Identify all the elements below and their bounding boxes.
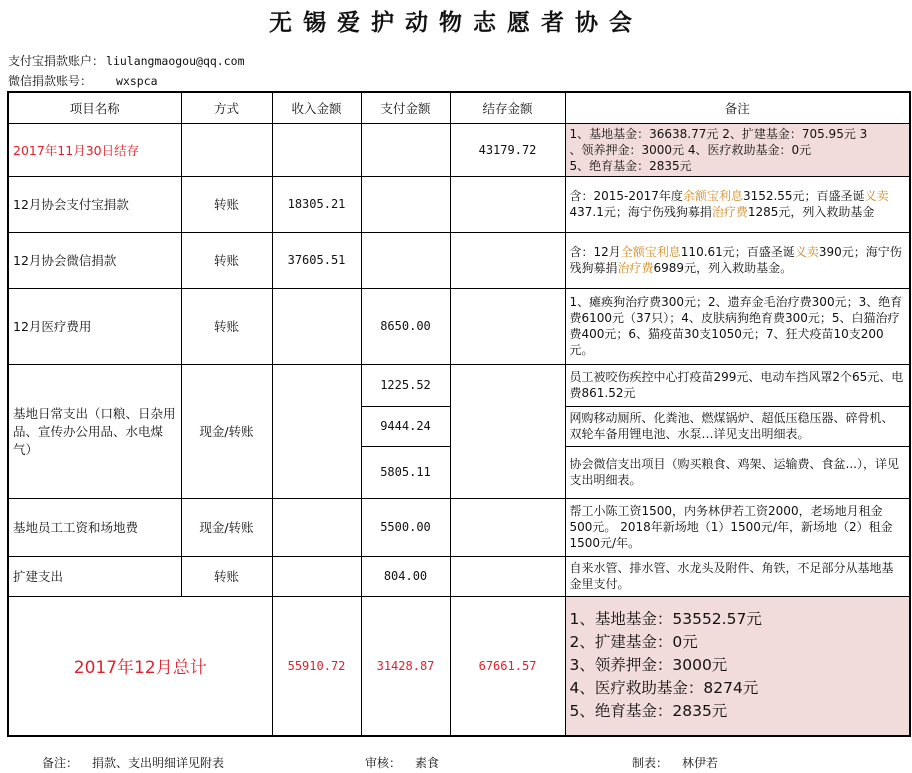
col-header-balance: 结存金额	[450, 92, 565, 123]
total-row-expense: 31428.87	[361, 596, 450, 736]
footer-maker-value: 林伊若	[682, 756, 719, 770]
expansion-row-method: 转账	[181, 556, 272, 596]
wechat-row-note: 含：12月全额宝利息110.61元；百盛圣诞义卖390元；海宁伤残狗募捐治疗费6989元，列入救助基金。	[565, 232, 910, 288]
staff-row-name: 基地员工工资和场地费	[8, 498, 181, 556]
opening-balance-amount: 43179.72	[450, 123, 565, 176]
staff-row-note: 帮工小陈工资1500，内务林伊若工资2000，老场地月租金500元。 2018年新场地（1）1500元/年，新场地（2）租金1500元/年。	[565, 498, 910, 556]
daily-row-method: 现金/转账	[181, 364, 272, 498]
total-row-name: 2017年12月总计	[8, 596, 272, 736]
table-row-total	[8, 596, 910, 736]
expansion-row-name: 扩建支出	[8, 556, 181, 596]
daily-row-expense-2: 9444.24	[361, 406, 450, 446]
col-header-method: 方式	[181, 92, 272, 123]
wechat-account	[8, 72, 158, 89]
table-row-daily-1	[8, 364, 910, 406]
footer-maker-label: 制表：	[632, 756, 669, 770]
medical-row-name: 12月医疗费用	[8, 288, 181, 364]
footer-remark-label: 备注：	[42, 756, 79, 770]
daily-row-name: 基地日常支出（口粮、日杂用品、宣传办公用品、水电煤气）	[8, 364, 181, 498]
medical-row-method: 转账	[181, 288, 272, 364]
footer-review	[365, 754, 439, 771]
table-row-expansion	[8, 556, 910, 596]
total-row-balance: 67661.57	[450, 596, 565, 736]
alipay-row-method: 转账	[181, 176, 272, 232]
footer-review-value: 素食	[415, 756, 440, 770]
alipay-row-note: 含：2015-2017年度余额宝利息3152.55元；百盛圣诞义卖437.1元；海宁伤残狗募捐治疗费1285元，列入救助基金	[565, 176, 910, 232]
table-row-medical	[8, 288, 910, 364]
alipay-row-name: 12月协会支付宝捐款	[8, 176, 181, 232]
opening-balance-note: 1、基地基金：36638.77元 2、扩建基金：705.95元 3 、领养押金：3000元 4、医疗救助基金：0元 5、绝育基金：2835元	[565, 123, 910, 176]
expansion-row-note: 自来水管、排水管、水龙头及附件、角铁，不足部分从基地基金里支付。	[565, 556, 910, 596]
expansion-row-expense: 804.00	[361, 556, 450, 596]
alipay-account	[8, 52, 245, 69]
wechat-row-method: 转账	[181, 232, 272, 288]
alipay-label: 支付宝捐款账户：	[8, 54, 105, 68]
col-header-expense: 支付金额	[361, 92, 450, 123]
footer-maker	[632, 754, 718, 771]
footer-remark	[42, 754, 224, 771]
wechat-row-name: 12月协会微信捐款	[8, 232, 181, 288]
table-row-staff	[8, 498, 910, 556]
page-title: 无锡爱护动物志愿者协会	[269, 9, 643, 36]
total-row-note: 1、基地基金：53552.57元 2、扩建基金：0元 3、领养押金：3000元 4、医疗救助基金：8274元 5、绝育基金：2835元	[565, 596, 910, 736]
table-row-alipay	[8, 176, 910, 232]
opening-balance-name: 2017年11月30日结存	[8, 123, 181, 176]
wechat-label: 微信捐款账号：	[8, 74, 93, 88]
daily-row-note-2: 网购移动厕所、化粪池、燃煤锅炉、超低压稳压器、碎骨机、双轮车备用锂电池、水泵…详见支出明细表。	[565, 406, 910, 446]
alipay-value: liulangmaogou@qq.com	[106, 54, 245, 68]
header-row	[8, 92, 910, 123]
daily-row-expense-1: 1225.52	[361, 364, 450, 406]
table-row-opening-balance	[8, 123, 910, 176]
alipay-row-income: 18305.21	[272, 176, 361, 232]
footer-remark-value: 捐款、支出明细详见附表	[92, 756, 225, 770]
col-header-name: 项目名称	[8, 92, 181, 123]
wechat-value: wxspca	[116, 74, 158, 88]
table-row-wechat	[8, 232, 910, 288]
daily-row-note-1: 员工被咬伤疾控中心打疫苗299元、电动车挡风罩2个65元、电费861.52元	[565, 364, 910, 406]
ledger-table	[7, 91, 911, 737]
staff-row-method: 现金/转账	[181, 498, 272, 556]
col-header-note: 备注	[565, 92, 910, 123]
medical-row-expense: 8650.00	[361, 288, 450, 364]
medical-row-note: 1、瘫痪狗治疗费300元；2、遗弃金毛治疗费300元；3、绝育费6100元（37只）；4、皮肤病狗绝育费300元；5、白猫治疗费400元；6、猫疫苗30支1050元；7、狂犬疫苗10支200元。	[565, 288, 910, 364]
daily-row-note-3: 协会微信支出项目（购买粮食、鸡架、运输费、食盆...），详见支出明细表。	[565, 446, 910, 498]
daily-row-expense-3: 5805.11	[361, 446, 450, 498]
wechat-row-income: 37605.51	[272, 232, 361, 288]
col-header-income: 收入金额	[272, 92, 361, 123]
footer-review-label: 审核：	[365, 756, 402, 770]
total-row-income: 55910.72	[272, 596, 361, 736]
staff-row-expense: 5500.00	[361, 498, 450, 556]
